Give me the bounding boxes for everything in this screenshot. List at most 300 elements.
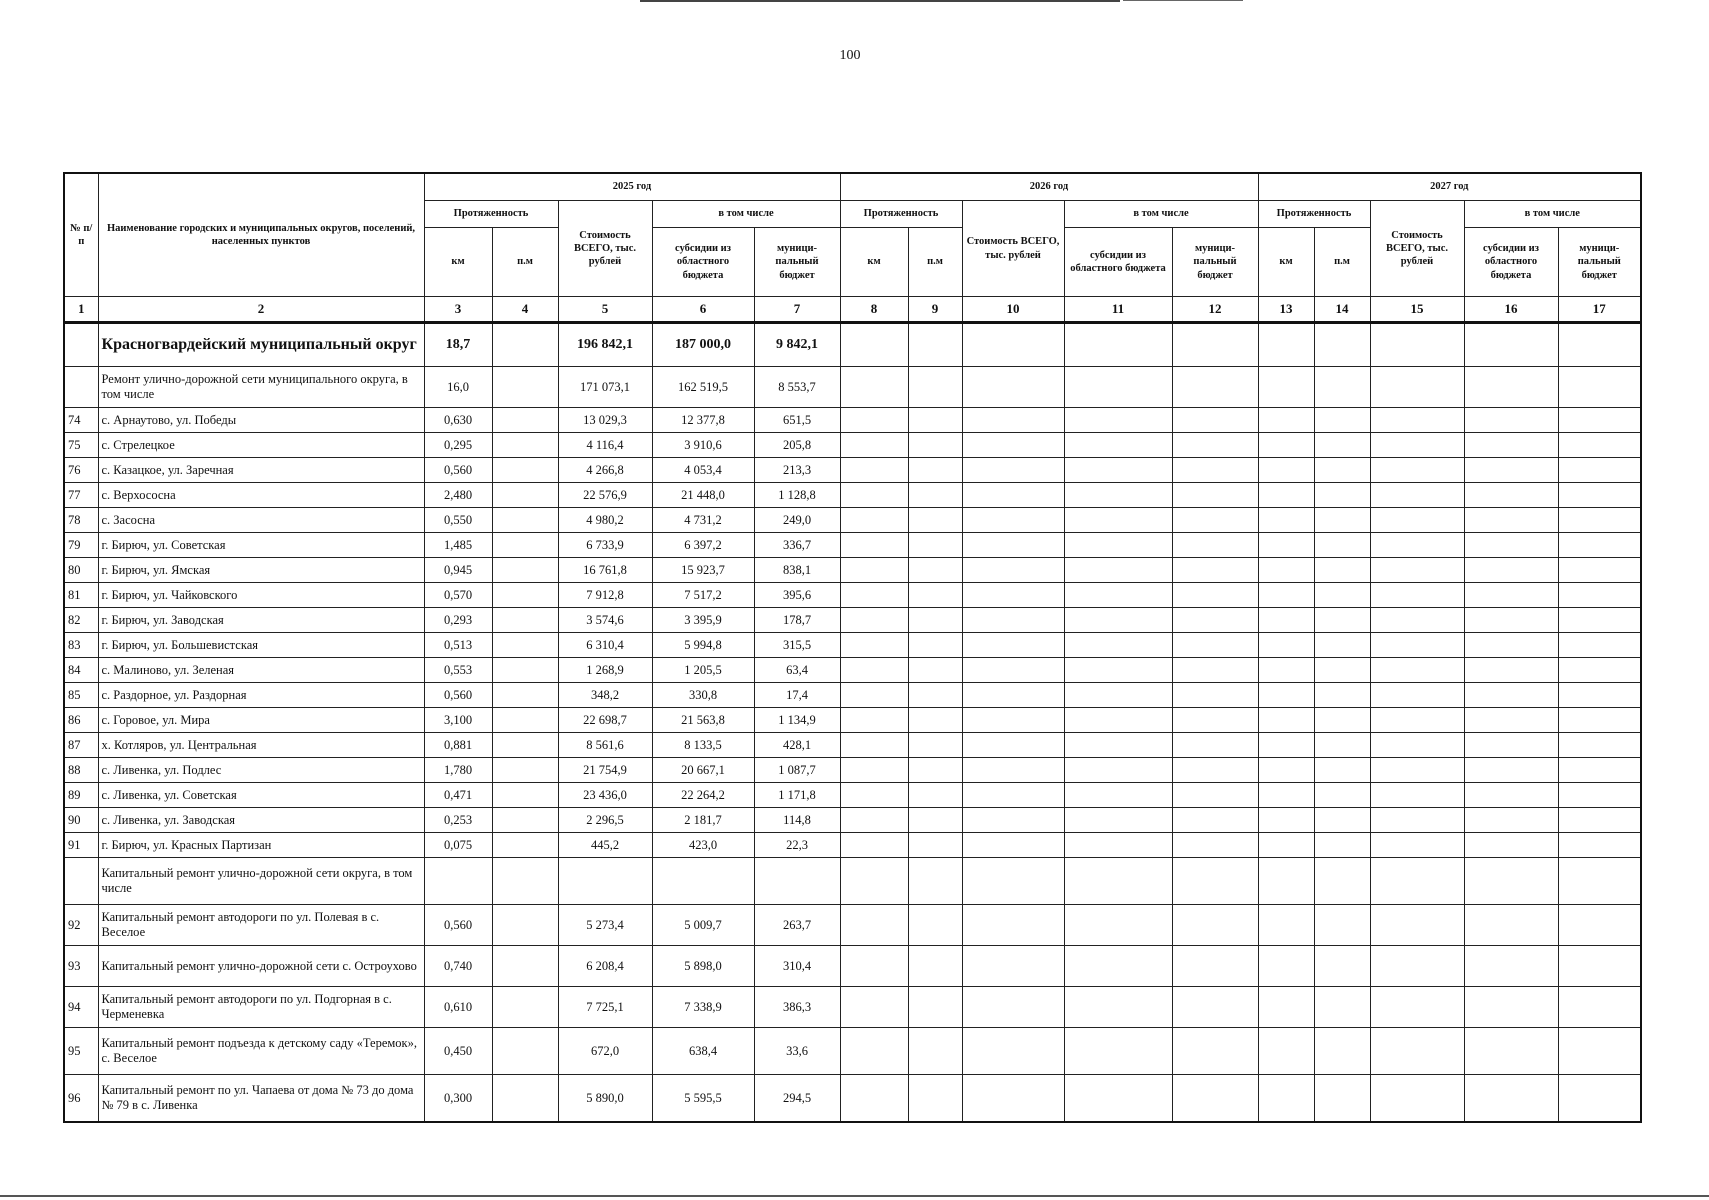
empty-cell: [1314, 946, 1370, 987]
row-name-cell: Красногвардейский муниципальный округ: [98, 323, 424, 367]
empty-cell: [1464, 833, 1558, 858]
subsidy-2025-cell: 187 000,0: [652, 323, 754, 367]
length-km-2025-cell: 0,560: [424, 458, 492, 483]
empty-cell: [1558, 408, 1641, 433]
length-pm-2025-cell: [492, 758, 558, 783]
empty-cell: [908, 733, 962, 758]
cost-total-2025-cell: [558, 858, 652, 905]
length-km-2025-cell: 0,253: [424, 808, 492, 833]
length-km-2025-cell: 18,7: [424, 323, 492, 367]
header-km-2027: км: [1258, 228, 1314, 297]
empty-cell: [1558, 458, 1641, 483]
empty-cell: [1558, 433, 1641, 458]
column-number-cell: 16: [1464, 297, 1558, 323]
length-km-2025-cell: 3,100: [424, 708, 492, 733]
empty-cell: [962, 946, 1064, 987]
subsidy-2025-cell: 5 994,8: [652, 633, 754, 658]
empty-cell: [1464, 533, 1558, 558]
empty-cell: [1258, 905, 1314, 946]
row-number-cell: 77: [64, 483, 98, 508]
empty-cell: [1370, 458, 1464, 483]
empty-cell: [1464, 633, 1558, 658]
cost-total-2025-cell: 4 980,2: [558, 508, 652, 533]
scan-edge-top: [640, 0, 1120, 2]
empty-cell: [1314, 833, 1370, 858]
subsidy-2025-cell: 4 053,4: [652, 458, 754, 483]
row-name-cell: г. Бирюч, ул. Заводская: [98, 608, 424, 633]
column-number-cell: 11: [1064, 297, 1172, 323]
length-pm-2025-cell: [492, 708, 558, 733]
empty-cell: [1064, 458, 1172, 483]
length-km-2025-cell: 0,560: [424, 683, 492, 708]
municipal-2025-cell: 9 842,1: [754, 323, 840, 367]
header-col-name: Наименование городских и муниципальных округов, поселений, населенных пунктов: [98, 173, 424, 297]
header-km-2026: км: [840, 228, 908, 297]
empty-cell: [1172, 905, 1258, 946]
empty-cell: [1370, 508, 1464, 533]
subsidy-2025-cell: 7 517,2: [652, 583, 754, 608]
length-km-2025-cell: 0,471: [424, 783, 492, 808]
municipal-2025-cell: 428,1: [754, 733, 840, 758]
length-km-2025-cell: 0,570: [424, 583, 492, 608]
row-name-cell: Капитальный ремонт автодороги по ул. Подгорная в с. Черменевка: [98, 987, 424, 1028]
row-name-cell: с. Стрелецкое: [98, 433, 424, 458]
empty-cell: [962, 783, 1064, 808]
empty-cell: [1258, 533, 1314, 558]
empty-cell: [1258, 1075, 1314, 1123]
empty-cell: [962, 733, 1064, 758]
table-row: [64, 987, 1641, 1028]
empty-cell: [1464, 783, 1558, 808]
subsidy-2025-cell: 5 009,7: [652, 905, 754, 946]
empty-cell: [962, 1028, 1064, 1075]
empty-cell: [1172, 708, 1258, 733]
empty-cell: [1558, 658, 1641, 683]
empty-cell: [1258, 558, 1314, 583]
empty-cell: [962, 633, 1064, 658]
empty-cell: [1464, 433, 1558, 458]
empty-cell: [908, 858, 962, 905]
empty-cell: [1464, 858, 1558, 905]
empty-cell: [1258, 433, 1314, 458]
table-row: [64, 633, 1641, 658]
subsidy-2025-cell: 8 133,5: [652, 733, 754, 758]
subsidy-2025-cell: 22 264,2: [652, 783, 754, 808]
column-number-cell: 2: [98, 297, 424, 323]
column-number-cell: 7: [754, 297, 840, 323]
row-number-cell: 83: [64, 633, 98, 658]
empty-cell: [1172, 433, 1258, 458]
row-number-cell: 85: [64, 683, 98, 708]
empty-cell: [1172, 833, 1258, 858]
subsidy-2025-cell: 3 910,6: [652, 433, 754, 458]
empty-cell: [1464, 683, 1558, 708]
municipal-2025-cell: 249,0: [754, 508, 840, 533]
empty-cell: [962, 408, 1064, 433]
empty-cell: [1258, 608, 1314, 633]
row-name-cell: с. Ливенка, ул. Подлес: [98, 758, 424, 783]
row-name-cell: с. Казацкое, ул. Заречная: [98, 458, 424, 483]
length-km-2025-cell: 0,740: [424, 946, 492, 987]
empty-cell: [1370, 583, 1464, 608]
empty-cell: [1464, 658, 1558, 683]
empty-cell: [1558, 558, 1641, 583]
length-km-2025-cell: 0,293: [424, 608, 492, 633]
empty-cell: [1464, 323, 1558, 367]
subsidy-2025-cell: 5 595,5: [652, 1075, 754, 1123]
empty-cell: [1314, 323, 1370, 367]
subsidy-2025-cell: [652, 858, 754, 905]
row-name-cell: Капитальный ремонт улично-дорожной сети с. Остроухово: [98, 946, 424, 987]
empty-cell: [1464, 1028, 1558, 1075]
municipal-2025-cell: 395,6: [754, 583, 840, 608]
table-row: [64, 323, 1641, 367]
cost-total-2025-cell: 22 576,9: [558, 483, 652, 508]
subsidy-2025-cell: 638,4: [652, 1028, 754, 1075]
empty-cell: [1370, 946, 1464, 987]
empty-cell: [1464, 708, 1558, 733]
empty-cell: [840, 483, 908, 508]
empty-cell: [962, 905, 1064, 946]
empty-cell: [1314, 683, 1370, 708]
empty-cell: [840, 683, 908, 708]
table-row: [64, 833, 1641, 858]
empty-cell: [1370, 408, 1464, 433]
subsidy-2025-cell: 330,8: [652, 683, 754, 708]
municipal-2025-cell: 336,7: [754, 533, 840, 558]
length-pm-2025-cell: [492, 633, 558, 658]
empty-cell: [1558, 987, 1641, 1028]
scan-edge-top-secondary: [1123, 0, 1243, 1]
empty-cell: [1314, 1028, 1370, 1075]
empty-cell: [1258, 658, 1314, 683]
cost-total-2025-cell: 22 698,7: [558, 708, 652, 733]
header-year-2025: 2025 год: [424, 173, 840, 201]
cost-total-2025-cell: 5 273,4: [558, 905, 652, 946]
empty-cell: [908, 608, 962, 633]
empty-cell: [1258, 683, 1314, 708]
municipal-2025-cell: 63,4: [754, 658, 840, 683]
table-row: [64, 433, 1641, 458]
cost-total-2025-cell: 16 761,8: [558, 558, 652, 583]
row-number-cell: 74: [64, 408, 98, 433]
cost-total-2025-cell: 13 029,3: [558, 408, 652, 433]
empty-cell: [1258, 733, 1314, 758]
empty-cell: [840, 987, 908, 1028]
empty-cell: [908, 558, 962, 583]
empty-cell: [1558, 758, 1641, 783]
empty-cell: [908, 658, 962, 683]
empty-cell: [1370, 987, 1464, 1028]
empty-cell: [1558, 905, 1641, 946]
empty-cell: [1258, 987, 1314, 1028]
subsidy-2025-cell: 15 923,7: [652, 558, 754, 583]
empty-cell: [1464, 408, 1558, 433]
municipal-2025-cell: 178,7: [754, 608, 840, 633]
cost-total-2025-cell: 21 754,9: [558, 758, 652, 783]
empty-cell: [962, 833, 1064, 858]
municipal-2025-cell: 1 128,8: [754, 483, 840, 508]
municipal-2025-cell: 8 553,7: [754, 367, 840, 408]
empty-cell: [1258, 458, 1314, 483]
subsidy-2025-cell: 21 448,0: [652, 483, 754, 508]
row-number-cell: 89: [64, 783, 98, 808]
cost-total-2025-cell: 4 116,4: [558, 433, 652, 458]
empty-cell: [1558, 533, 1641, 558]
empty-cell: [908, 833, 962, 858]
empty-cell: [1464, 367, 1558, 408]
empty-cell: [1064, 433, 1172, 458]
empty-cell: [1314, 608, 1370, 633]
empty-cell: [1064, 758, 1172, 783]
empty-cell: [840, 367, 908, 408]
header-col-num: № п/п: [64, 173, 98, 297]
header-including-2026: в том числе: [1064, 201, 1258, 228]
subsidy-2025-cell: 162 519,5: [652, 367, 754, 408]
empty-cell: [840, 1028, 908, 1075]
empty-cell: [1064, 483, 1172, 508]
empty-cell: [1464, 558, 1558, 583]
row-name-cell: г. Бирюч, ул. Советская: [98, 533, 424, 558]
length-km-2025-cell: 0,881: [424, 733, 492, 758]
empty-cell: [1370, 683, 1464, 708]
empty-cell: [908, 633, 962, 658]
empty-cell: [1370, 758, 1464, 783]
empty-cell: [1172, 608, 1258, 633]
row-number-cell: 91: [64, 833, 98, 858]
empty-cell: [1314, 758, 1370, 783]
length-pm-2025-cell: [492, 1075, 558, 1123]
empty-cell: [1370, 708, 1464, 733]
column-number-cell: 5: [558, 297, 652, 323]
municipal-2025-cell: 1 087,7: [754, 758, 840, 783]
row-number-cell: 80: [64, 558, 98, 583]
length-pm-2025-cell: [492, 1028, 558, 1075]
empty-cell: [908, 408, 962, 433]
empty-cell: [840, 758, 908, 783]
empty-cell: [1464, 458, 1558, 483]
municipal-2025-cell: 33,6: [754, 1028, 840, 1075]
empty-cell: [1064, 1075, 1172, 1123]
empty-cell: [1464, 1075, 1558, 1123]
length-pm-2025-cell: [492, 483, 558, 508]
row-name-cell: г. Бирюч, ул. Чайковского: [98, 583, 424, 608]
row-number-cell: 93: [64, 946, 98, 987]
empty-cell: [1314, 708, 1370, 733]
table-row: [64, 533, 1641, 558]
empty-cell: [840, 408, 908, 433]
empty-cell: [1258, 583, 1314, 608]
cost-total-2025-cell: 445,2: [558, 833, 652, 858]
empty-cell: [962, 708, 1064, 733]
empty-cell: [962, 658, 1064, 683]
empty-cell: [1064, 533, 1172, 558]
empty-cell: [1172, 367, 1258, 408]
length-pm-2025-cell: [492, 987, 558, 1028]
cost-total-2025-cell: 5 890,0: [558, 1075, 652, 1123]
empty-cell: [1258, 758, 1314, 783]
empty-cell: [908, 683, 962, 708]
empty-cell: [962, 323, 1064, 367]
empty-cell: [908, 708, 962, 733]
municipal-2025-cell: 1 134,9: [754, 708, 840, 733]
empty-cell: [1370, 858, 1464, 905]
length-km-2025-cell: 1,780: [424, 758, 492, 783]
empty-cell: [1314, 783, 1370, 808]
table-body: [64, 323, 1641, 1123]
empty-cell: [908, 483, 962, 508]
row-name-cell: с. Арнаутово, ул. Победы: [98, 408, 424, 433]
length-km-2025-cell: 0,630: [424, 408, 492, 433]
subsidy-2025-cell: 20 667,1: [652, 758, 754, 783]
empty-cell: [1064, 408, 1172, 433]
empty-cell: [1558, 733, 1641, 758]
length-km-2025-cell: 1,485: [424, 533, 492, 558]
empty-cell: [1064, 658, 1172, 683]
header-year-2027: 2027 год: [1258, 173, 1641, 201]
empty-cell: [962, 458, 1064, 483]
cost-total-2025-cell: 348,2: [558, 683, 652, 708]
empty-cell: [908, 905, 962, 946]
empty-cell: [908, 783, 962, 808]
row-name-cell: Капитальный ремонт улично-дорожной сети округа, в том числе: [98, 858, 424, 905]
empty-cell: [1172, 858, 1258, 905]
length-pm-2025-cell: [492, 683, 558, 708]
length-pm-2025-cell: [492, 583, 558, 608]
empty-cell: [1370, 905, 1464, 946]
empty-cell: [1172, 558, 1258, 583]
empty-cell: [1370, 808, 1464, 833]
empty-cell: [1558, 323, 1641, 367]
table-row: [64, 608, 1641, 633]
empty-cell: [1370, 633, 1464, 658]
empty-cell: [1370, 783, 1464, 808]
column-number-cell: 1: [64, 297, 98, 323]
empty-cell: [908, 458, 962, 483]
table-row: [64, 1028, 1641, 1075]
length-pm-2025-cell: [492, 858, 558, 905]
empty-cell: [840, 558, 908, 583]
empty-cell: [1314, 858, 1370, 905]
empty-cell: [1064, 558, 1172, 583]
empty-cell: [1558, 583, 1641, 608]
scan-edge-bottom: [0, 1195, 1709, 1197]
length-km-2025-cell: 0,550: [424, 508, 492, 533]
row-name-cell: Капитальный ремонт автодороги по ул. Полевая в с. Веселое: [98, 905, 424, 946]
empty-cell: [1464, 733, 1558, 758]
row-name-cell: с. Ливенка, ул. Советская: [98, 783, 424, 808]
header-length-2025: Протяженность: [424, 201, 558, 228]
table-row: [64, 583, 1641, 608]
empty-cell: [1172, 323, 1258, 367]
length-pm-2025-cell: [492, 558, 558, 583]
row-number-cell: [64, 367, 98, 408]
empty-cell: [1558, 1075, 1641, 1123]
empty-cell: [1172, 583, 1258, 608]
municipal-2025-cell: 315,5: [754, 633, 840, 658]
empty-cell: [1258, 633, 1314, 658]
empty-cell: [1064, 1028, 1172, 1075]
cost-total-2025-cell: 4 266,8: [558, 458, 652, 483]
empty-cell: [1172, 683, 1258, 708]
empty-cell: [1172, 633, 1258, 658]
empty-cell: [840, 946, 908, 987]
header-cost-2027: Стоимость ВСЕГО, тыс. рублей: [1370, 201, 1464, 297]
empty-cell: [1370, 533, 1464, 558]
table-row: [64, 905, 1641, 946]
empty-cell: [840, 905, 908, 946]
header-subsidy-2027: субсидии из областного бюджета: [1464, 228, 1558, 297]
empty-cell: [1064, 858, 1172, 905]
empty-cell: [908, 323, 962, 367]
empty-cell: [1558, 367, 1641, 408]
length-pm-2025-cell: [492, 408, 558, 433]
empty-cell: [840, 533, 908, 558]
empty-cell: [840, 733, 908, 758]
subsidy-2025-cell: 7 338,9: [652, 987, 754, 1028]
empty-cell: [1172, 783, 1258, 808]
municipal-2025-cell: 294,5: [754, 1075, 840, 1123]
empty-cell: [1064, 508, 1172, 533]
empty-cell: [1172, 1028, 1258, 1075]
cost-total-2025-cell: 2 296,5: [558, 808, 652, 833]
empty-cell: [1064, 783, 1172, 808]
empty-cell: [1258, 1028, 1314, 1075]
row-name-cell: с. Горовое, ул. Мира: [98, 708, 424, 733]
table-row: [64, 508, 1641, 533]
subsidy-2025-cell: 1 205,5: [652, 658, 754, 683]
empty-cell: [1314, 508, 1370, 533]
column-number-cell: 15: [1370, 297, 1464, 323]
empty-cell: [1258, 783, 1314, 808]
table-row: [64, 558, 1641, 583]
row-number-cell: 75: [64, 433, 98, 458]
empty-cell: [1558, 1028, 1641, 1075]
length-km-2025-cell: 0,945: [424, 558, 492, 583]
municipal-2025-cell: [754, 858, 840, 905]
header-cost-2026: Стоимость ВСЕГО, тыс. рублей: [962, 201, 1064, 297]
empty-cell: [1172, 408, 1258, 433]
empty-cell: [908, 1075, 962, 1123]
length-pm-2025-cell: [492, 733, 558, 758]
empty-cell: [1314, 558, 1370, 583]
row-number-cell: 96: [64, 1075, 98, 1123]
empty-cell: [1314, 633, 1370, 658]
empty-cell: [962, 433, 1064, 458]
row-number-cell: 94: [64, 987, 98, 1028]
empty-cell: [1558, 608, 1641, 633]
empty-cell: [908, 533, 962, 558]
empty-cell: [1314, 583, 1370, 608]
empty-cell: [1172, 658, 1258, 683]
empty-cell: [1370, 558, 1464, 583]
table-row: [64, 783, 1641, 808]
empty-cell: [1464, 987, 1558, 1028]
subsidy-2025-cell: 5 898,0: [652, 946, 754, 987]
empty-cell: [840, 1075, 908, 1123]
row-number-cell: 86: [64, 708, 98, 733]
empty-cell: [840, 458, 908, 483]
empty-cell: [1314, 733, 1370, 758]
length-pm-2025-cell: [492, 533, 558, 558]
empty-cell: [1172, 508, 1258, 533]
empty-cell: [1314, 458, 1370, 483]
length-km-2025-cell: 0,513: [424, 633, 492, 658]
empty-cell: [962, 533, 1064, 558]
table-row: [64, 946, 1641, 987]
table-row: [64, 483, 1641, 508]
empty-cell: [840, 858, 908, 905]
